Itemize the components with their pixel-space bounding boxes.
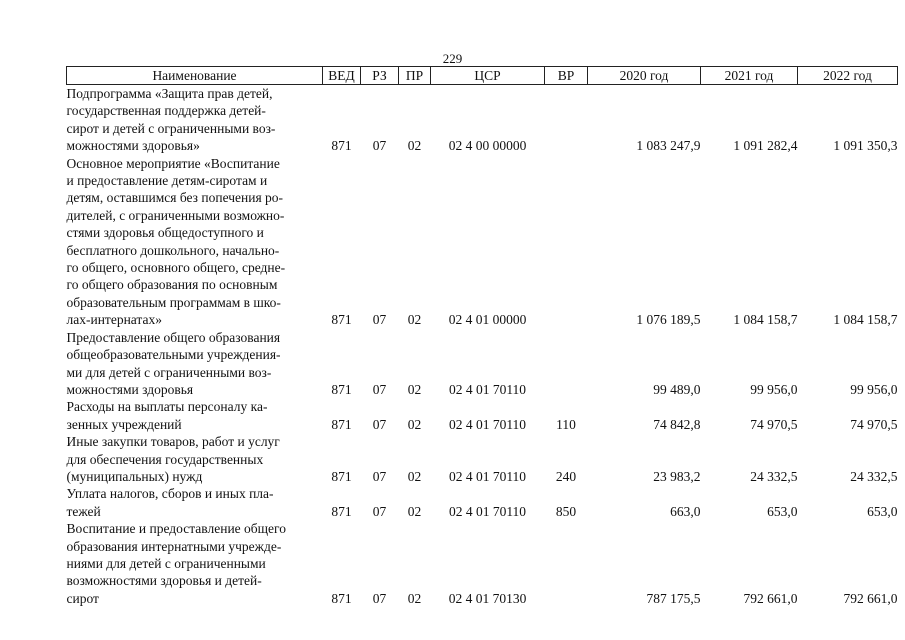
name-line: общеобразовательными учреждения- — [66, 347, 281, 363]
header-2020: 2020 год — [588, 67, 701, 85]
csr-cell: 02 4 01 00000 — [448, 312, 527, 328]
page-number: 229 — [442, 51, 463, 66]
header-ved: ВЕД — [323, 67, 361, 85]
table-row — [67, 485, 898, 520]
pr-cell: 02 — [407, 503, 422, 519]
name-line: Предоставление общего образования — [66, 329, 281, 345]
table-row — [67, 398, 898, 433]
name-line: ми для детей с ограниченными воз- — [66, 364, 272, 380]
vr-cell — [545, 329, 588, 399]
header-2021: 2021 год — [701, 67, 798, 85]
budget-table — [66, 66, 898, 607]
pr-cell: 02 — [407, 468, 422, 484]
name-cell — [67, 485, 323, 520]
table-row — [67, 329, 898, 399]
amount-2021-cell: 74 970,5 — [750, 416, 798, 432]
name-line: Уплата налогов, сборов и иных пла- — [66, 486, 274, 502]
amount-2022-cell: 74 970,5 — [850, 416, 898, 432]
ved-cell: 871 — [331, 416, 352, 432]
name-cell — [67, 433, 323, 485]
rz-cell: 07 — [372, 468, 387, 484]
csr-cell: 02 4 01 70110 — [448, 468, 527, 484]
rz-cell: 07 — [372, 503, 387, 519]
table-row — [67, 155, 898, 329]
name-line: образовательным программам в шко- — [66, 294, 281, 310]
table-row — [67, 520, 898, 607]
name-line: стями здоровья общедоступного и — [66, 225, 264, 241]
name-line: (муниципальных) нужд — [66, 468, 203, 484]
table-header — [67, 67, 898, 85]
ved-cell: 871 — [331, 590, 352, 606]
pr-cell: 02 — [407, 138, 422, 154]
name-line: зенных учреждений — [66, 416, 182, 432]
name-line: образования интернатными учрежде- — [66, 538, 282, 554]
pr-cell: 02 — [407, 312, 422, 328]
amount-2020-cell: 1 076 189,5 — [636, 312, 701, 328]
vr-cell — [545, 85, 588, 155]
amount-2022-cell: 653,0 — [867, 503, 898, 519]
amount-2021-cell: 99 956,0 — [750, 381, 798, 397]
amount-2021-cell: 792 661,0 — [743, 590, 798, 606]
name-line: Подпрограмма «Защита прав детей, — [66, 86, 273, 101]
amount-2020-cell: 99 489,0 — [653, 381, 701, 397]
ved-cell: 871 — [331, 468, 352, 484]
header-name: Наименование — [67, 67, 323, 85]
vr-cell: 850 — [555, 503, 577, 519]
name-cell — [67, 329, 323, 399]
name-line: го общего, основного общего, средне- — [66, 260, 286, 276]
ved-cell: 871 — [331, 381, 352, 397]
header-pr: ПР — [399, 67, 431, 85]
rz-cell: 07 — [372, 381, 387, 397]
name-line: бесплатного дошкольного, начально- — [66, 242, 280, 258]
name-line: тежей — [66, 503, 101, 519]
amount-2020-cell: 663,0 — [670, 503, 701, 519]
name-cell — [67, 520, 323, 607]
amount-2020-cell: 74 842,8 — [653, 416, 701, 432]
rz-cell: 07 — [372, 590, 387, 606]
name-line: лах-интернатах» — [66, 312, 162, 328]
name-cell — [67, 85, 323, 155]
amount-2022-cell: 24 332,5 — [850, 468, 898, 484]
amount-2020-cell: 1 083 247,9 — [636, 138, 701, 154]
table-body — [67, 85, 898, 608]
amount-2022-cell: 1 091 350,3 — [833, 138, 898, 154]
rz-cell: 07 — [372, 416, 387, 432]
name-line: ниями для детей с ограниченными — [66, 555, 266, 571]
table-row — [67, 433, 898, 485]
csr-cell: 02 4 01 70110 — [448, 416, 527, 432]
header-rz: РЗ — [361, 67, 399, 85]
table-row — [67, 85, 898, 155]
name-line: Воспитание и предоставление общего — [66, 521, 286, 537]
amount-2022-cell: 99 956,0 — [850, 381, 898, 397]
rz-cell: 07 — [372, 138, 387, 154]
amount-2020-cell: 23 983,2 — [653, 468, 701, 484]
csr-cell: 02 4 01 70110 — [448, 381, 527, 397]
rz-cell: 07 — [372, 312, 387, 328]
name-line: го общего образования по основным — [66, 277, 278, 293]
pr-cell: 02 — [407, 381, 422, 397]
name-line: можностями здоровья» — [66, 138, 200, 154]
vr-cell: 240 — [555, 468, 577, 484]
ved-cell: 871 — [331, 312, 352, 328]
ved-cell: 871 — [331, 138, 352, 154]
name-line: дителей, с ограниченными возможно- — [66, 207, 285, 223]
amount-2021-cell: 1 091 282,4 — [733, 138, 798, 154]
name-line: для обеспечения государственных — [66, 451, 264, 467]
name-line: Основное мероприятие «Воспитание — [66, 155, 280, 171]
name-line: и предоставление детям-сиротам и — [66, 173, 268, 189]
csr-cell: 02 4 01 70130 — [448, 590, 527, 606]
amount-2022-cell: 1 084 158,7 — [833, 312, 898, 328]
name-line: государственная поддержка детей- — [66, 103, 266, 119]
name-line: возможностями здоровья и детей- — [66, 573, 262, 589]
name-cell — [67, 398, 323, 433]
csr-cell: 02 4 00 00000 — [448, 138, 527, 154]
name-line: Расходы на выплаты персоналу ка- — [66, 399, 268, 415]
vr-cell: 110 — [556, 416, 576, 432]
name-line: сирот и детей с ограниченными воз- — [66, 120, 276, 136]
name-cell — [67, 155, 323, 329]
header-vr: ВР — [545, 67, 588, 85]
amount-2022-cell: 792 661,0 — [843, 590, 898, 606]
pr-cell: 02 — [407, 416, 422, 432]
amount-2020-cell: 787 175,5 — [646, 590, 701, 606]
header-csr: ЦСР — [431, 67, 545, 85]
amount-2021-cell: 24 332,5 — [750, 468, 798, 484]
name-line: Иные закупки товаров, работ и услуг — [66, 434, 280, 450]
ved-cell: 871 — [331, 503, 352, 519]
pr-cell: 02 — [407, 590, 422, 606]
csr-cell: 02 4 01 70110 — [448, 503, 527, 519]
name-line: сирот — [66, 590, 99, 606]
name-line: можностями здоровья — [66, 381, 194, 397]
header-2022: 2022 год — [798, 67, 898, 85]
amount-2021-cell: 653,0 — [767, 503, 798, 519]
name-line: детям, оставшимся без попечения ро- — [66, 190, 284, 206]
vr-cell — [545, 520, 588, 607]
amount-2021-cell: 1 084 158,7 — [733, 312, 798, 328]
vr-cell — [545, 155, 588, 329]
